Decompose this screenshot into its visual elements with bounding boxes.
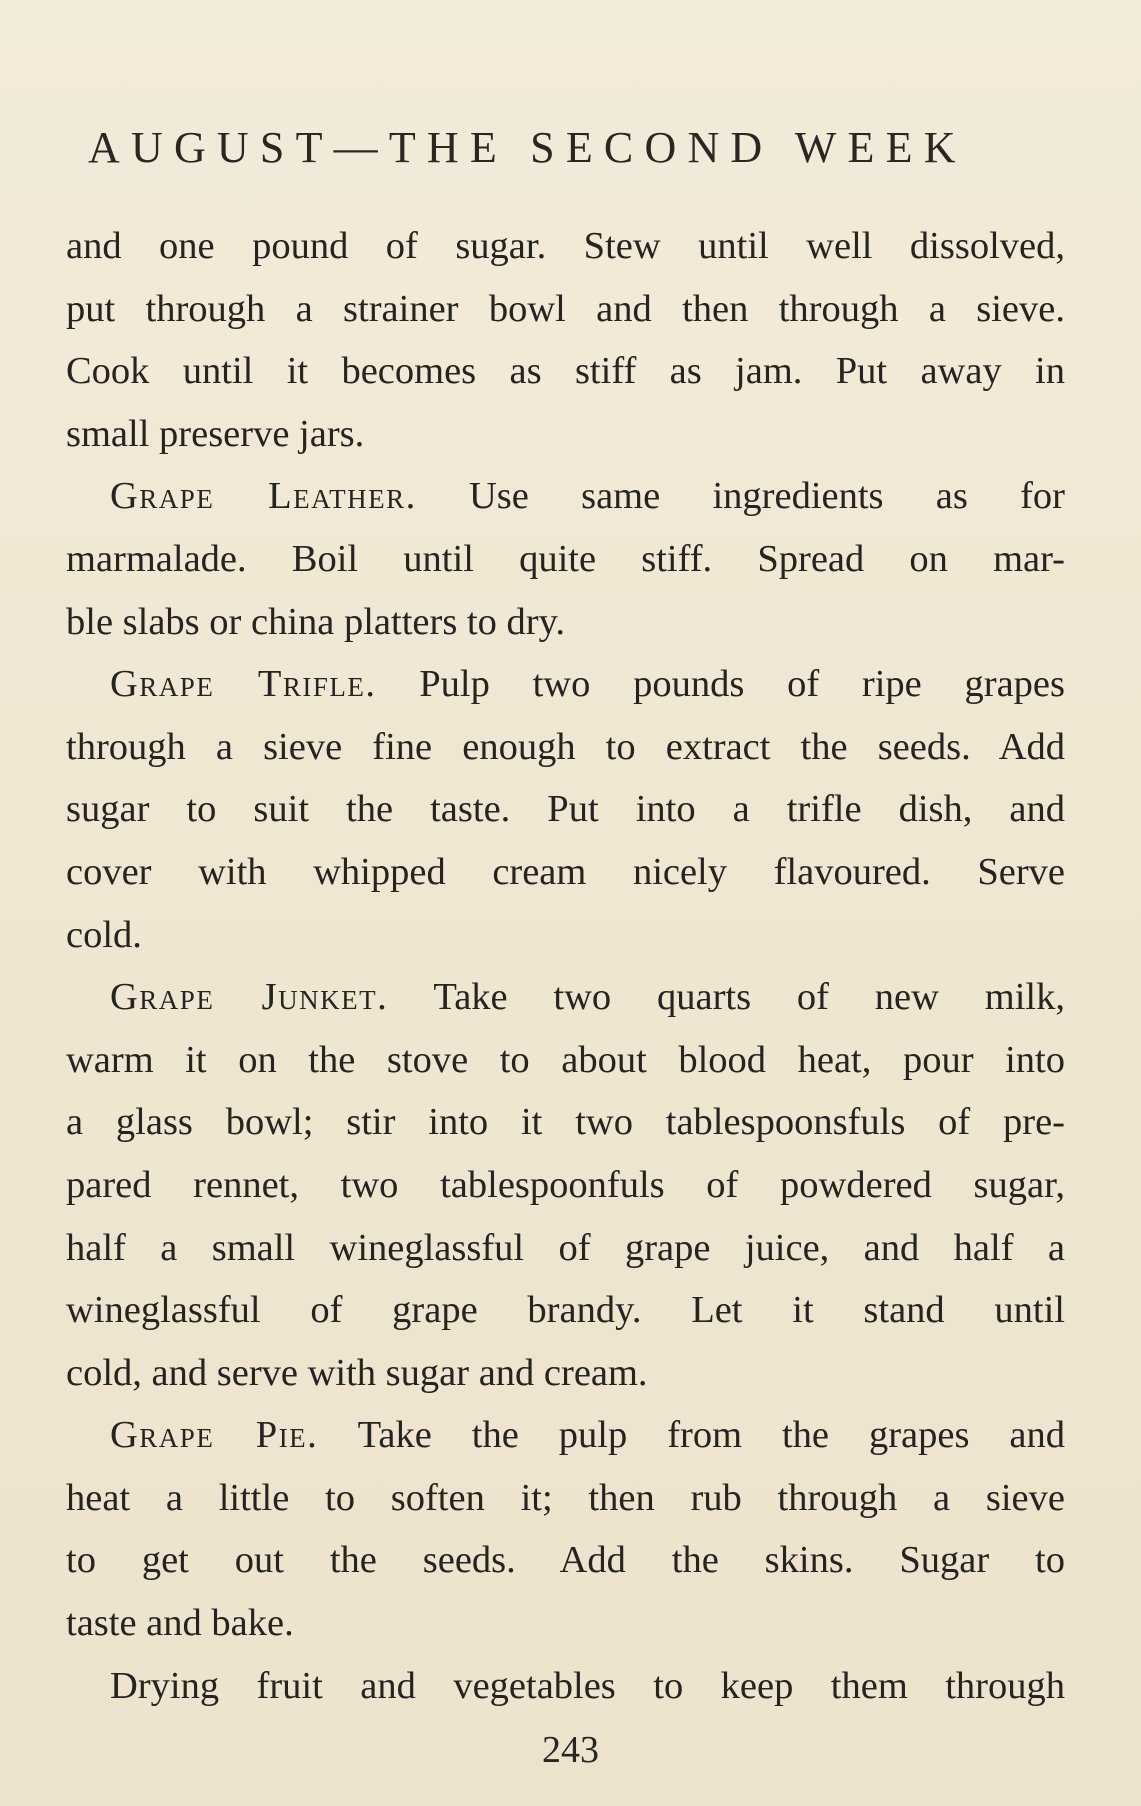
recipe-text: Use same ingredients as for <box>416 475 1066 518</box>
text-line: wineglassful of grape brandy. Let it stand until <box>66 1289 1065 1332</box>
text-line: heat a little to soften it; then rub through a sieve <box>66 1476 1065 1519</box>
text-line: ble slabs or china platters to dry. <box>66 600 565 643</box>
recipe-text: Pulp two pounds of ripe grapes <box>376 663 1065 706</box>
text-line: pared rennet, two tablespoonfuls of powdered sugar, <box>66 1163 1065 1206</box>
recipe-first-line <box>66 1404 1065 1467</box>
text-line: Drying fruit and vegetables to keep them through <box>110 1664 1065 1707</box>
recipe-heading: Grape Leather. <box>110 475 417 518</box>
text-line: put through a strainer bowl and then through a sieve. <box>66 287 1065 330</box>
text-line: sugar to suit the taste. Put into a trifle dish, and <box>66 788 1065 831</box>
text-line: a glass bowl; stir into it two tablespoonsfuls of pre- <box>66 1101 1065 1144</box>
text-line: to get out the seeds. Add the skins. Sugar to <box>66 1539 1065 1582</box>
text-line: warm it on the stove to about blood heat, pour into <box>66 1038 1065 1081</box>
recipe-first-line <box>66 653 1065 716</box>
page-number: 243 <box>542 1729 599 1771</box>
text-line: cold, and serve with sugar and cream. <box>66 1351 648 1394</box>
running-head: AUGUST—THE SECOND WEEK <box>88 123 967 172</box>
text-body <box>66 215 1065 1717</box>
text-line: taste and bake. <box>66 1602 294 1645</box>
text-line: cold. <box>66 913 142 956</box>
recipe-text: Take the pulp from the grapes and <box>318 1414 1066 1457</box>
text-line: half a small wineglassful of grape juice, and half a <box>66 1226 1065 1269</box>
recipe-heading: Grape Trifle. <box>110 663 377 706</box>
recipe-heading: Grape Junket. <box>110 976 389 1019</box>
text-line: marmalade. Boil until quite stiff. Spread on mar- <box>66 537 1065 580</box>
recipe-heading: Grape Pie. <box>110 1414 319 1457</box>
text-line: through a sieve fine enough to extract the seeds. Add <box>66 725 1065 768</box>
recipe-first-line <box>66 465 1065 528</box>
recipe-first-line <box>66 966 1065 1029</box>
recipe-text: Take two quarts of new milk, <box>388 976 1065 1019</box>
text-line: small preserve jars. <box>66 412 365 455</box>
text-line: and one pound of sugar. Stew until well dissolved, <box>66 225 1065 267</box>
text-line: cover with whipped cream nicely flavoured. Serve <box>66 850 1065 893</box>
text-line: Cook until it becomes as stiff as jam. Put away in <box>66 350 1065 393</box>
